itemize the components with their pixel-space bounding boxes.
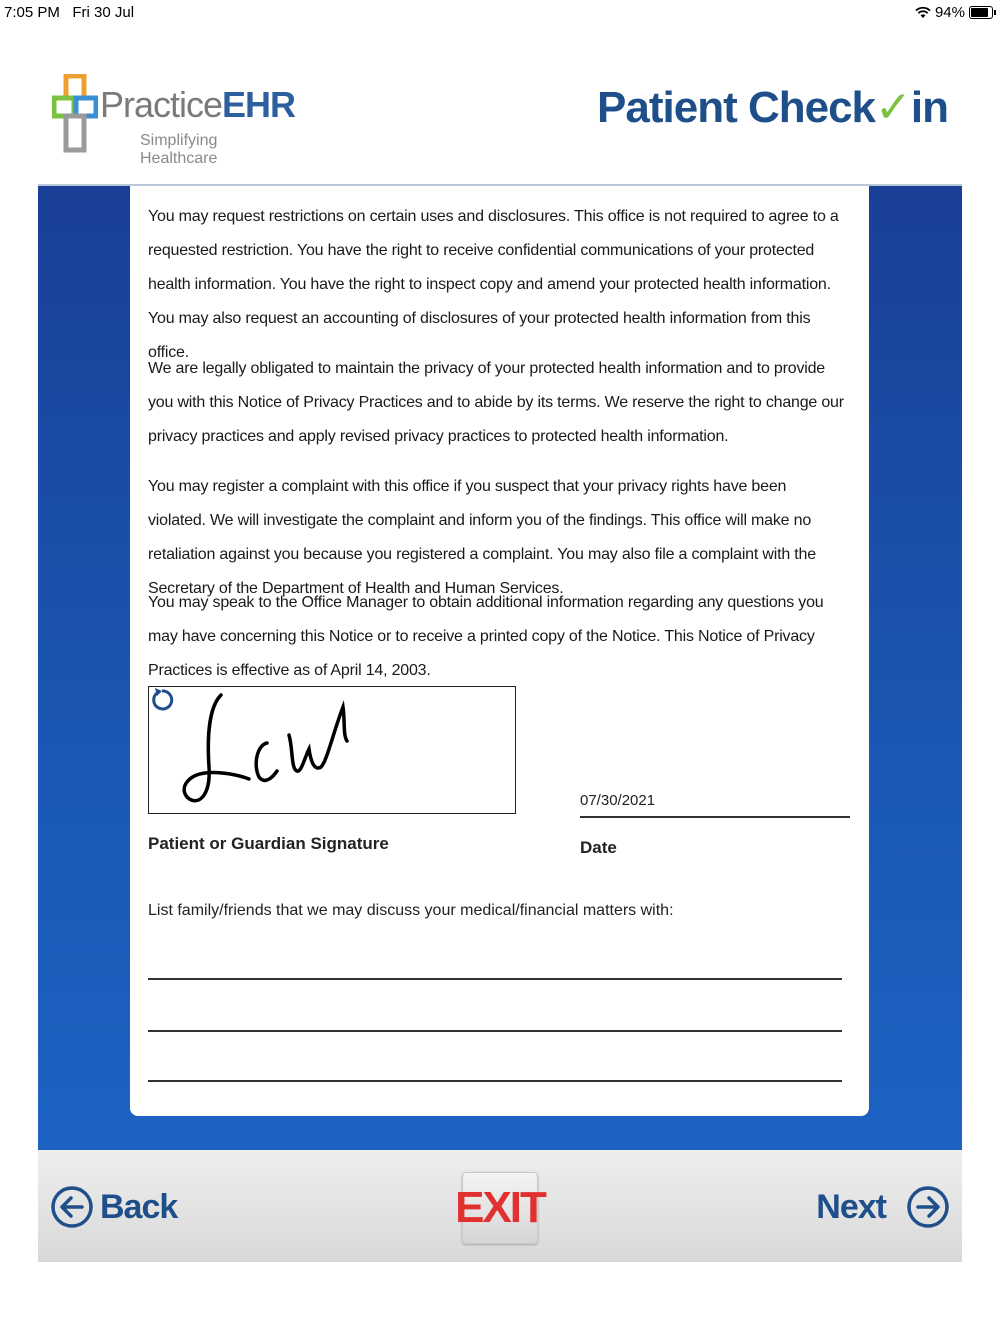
back-label: Back: [100, 1187, 178, 1226]
family-friends-label: List family/friends that we may discuss your medical/financial matters with:: [148, 902, 674, 919]
content-stage: [38, 186, 962, 1150]
notice-paragraph: You may speak to the Office Manager to obtain additional information regarding any questions you may have concerning this Notice or to receive a printed copy of the Notice. This Notice of Privacy Practices is effective as of April 14, 2003.: [148, 594, 824, 679]
family-friends-line-1[interactable]: [148, 978, 842, 980]
check-mark-icon: ✓: [875, 83, 911, 132]
signature-label: Patient or Guardian Signature: [148, 834, 389, 853]
logo-wordmark-bold: EHR: [222, 84, 296, 125]
patient-checkin-title: [597, 82, 948, 133]
logo-wordmark: [100, 84, 295, 126]
battery-icon: [969, 6, 993, 19]
reset-signature-icon[interactable]: [149, 687, 175, 713]
family-friends-line-3[interactable]: [148, 1080, 842, 1082]
date-field[interactable]: 07/30/2021: [580, 792, 656, 809]
notice-paragraph: You may request restrictions on certain uses and disclosures. This office is not required to agree to a requested restriction. You have the right to receive confidential communications of your protected health information. You have the right to inspect copy and amend your protected health information. You may also request an accounting of disclosures of your protected health information from this office.: [148, 208, 839, 361]
signature-drawing: [149, 687, 515, 813]
next-button[interactable]: [816, 1172, 950, 1242]
arrow-right-circle-icon: [906, 1185, 950, 1229]
family-friends-line-2[interactable]: [148, 1030, 842, 1032]
title-prefix: Patient Check: [597, 83, 876, 132]
logo-wordmark-light: Practice: [100, 84, 223, 125]
exit-button[interactable]: [455, 1172, 545, 1244]
status-time-text: 7:05 PM: [4, 4, 60, 21]
notice-paragraph: You may register a complaint with this office if you suspect that your privacy rights have been violated. We will investigate the complaint and inform you of the findings. This office will make no retaliation against you because you registered a complaint. You may also file a complaint with the Secretary of the Department of Health and Human Services.: [148, 478, 816, 597]
status-time: [4, 4, 134, 21]
battery-tip: [994, 10, 996, 15]
date-underline: [580, 816, 850, 818]
notice-paragraph: We are legally obligated to maintain the privacy of your protected health information and to provide you with this Notice of Privacy Practices and to abide by its terms. We reserve the right to change our privacy practices and apply revised privacy practices to protected health information.: [148, 360, 844, 445]
arrow-left-circle-icon: [50, 1185, 94, 1229]
app-header: [0, 60, 1000, 184]
status-bar: [0, 0, 1000, 28]
status-date-text: Fri 30 Jul: [72, 4, 135, 21]
signature-pad[interactable]: [148, 686, 516, 814]
practiceehr-cross-icon: [52, 74, 98, 154]
status-right: [915, 4, 996, 21]
next-label: Next: [816, 1187, 886, 1226]
footer-nav: [38, 1150, 962, 1262]
date-label: Date: [580, 838, 617, 857]
wifi-icon: [915, 6, 931, 19]
practiceehr-logo: [52, 74, 296, 167]
title-suffix: in: [910, 83, 948, 132]
form-card[interactable]: [130, 186, 869, 1116]
logo-tagline: Simplifying Healthcare: [140, 132, 218, 167]
battery-percent: 94%: [934, 4, 965, 21]
back-button[interactable]: [50, 1172, 177, 1242]
exit-label: EXIT: [455, 1183, 545, 1232]
